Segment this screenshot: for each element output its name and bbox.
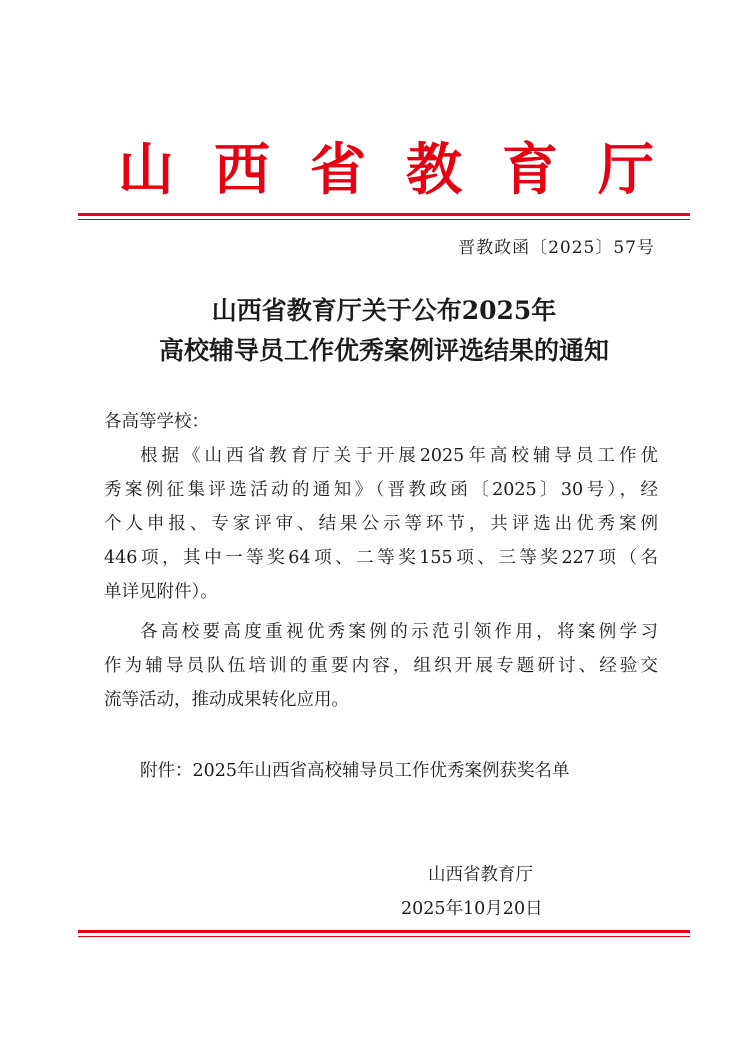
paragraph-2-line: 各高校要高度重视优秀案例的示范引领作用，将案例学习 bbox=[140, 622, 658, 642]
document-number: 晋教政函〔2025〕57号 bbox=[458, 238, 655, 258]
org-header-char: 山 bbox=[118, 137, 174, 203]
org-header-char: 厅 bbox=[598, 137, 654, 203]
paragraph-2-line: 流等活动，推动成果转化应用。 bbox=[104, 690, 349, 710]
org-header-char: 省 bbox=[310, 137, 366, 203]
org-header-char: 育 bbox=[502, 137, 558, 203]
title-line-1: 山西省教育厅关于公布2025年 bbox=[211, 296, 557, 325]
paragraph-1-line: 单详见附件）。 bbox=[104, 582, 218, 602]
header-rule-thin bbox=[78, 219, 690, 220]
paragraph-1-line: 个人申报、专家评审、结果公示等环节，共评选出优秀案例 bbox=[104, 514, 658, 534]
footer-rule-thick bbox=[78, 930, 690, 933]
title-line-2: 高校辅导员工作优秀案例评选结果的通知 bbox=[158, 336, 609, 365]
org-header-char: 教 bbox=[406, 137, 462, 203]
signature-org: 山西省教育厅 bbox=[428, 865, 533, 885]
paragraph-2-line: 作为辅导员队伍培训的重要内容，组织开展专题研讨、经验交 bbox=[104, 656, 658, 676]
paragraph-1-line: 根据《山西省教育厅关于开展2025年高校辅导员工作优 bbox=[140, 446, 658, 466]
org-header bbox=[78, 135, 690, 215]
footer-rule-thin bbox=[78, 936, 690, 937]
org-header-char: 西 bbox=[214, 137, 270, 203]
paragraph-1-line: 秀案例征集评选活动的通知》（晋教政函〔2025〕30号），经 bbox=[104, 480, 658, 500]
attachment-note: 附件：2025年山西省高校辅导员工作优秀案例获奖名单 bbox=[140, 761, 570, 781]
paragraph-1-line: 446项，其中一等奖64项、二等奖155项、三等奖227项（名 bbox=[104, 548, 658, 568]
salutation: 各高等学校： bbox=[104, 412, 209, 432]
header-rule-thick bbox=[78, 213, 690, 216]
signature-date: 2025年10月20日 bbox=[401, 899, 543, 919]
